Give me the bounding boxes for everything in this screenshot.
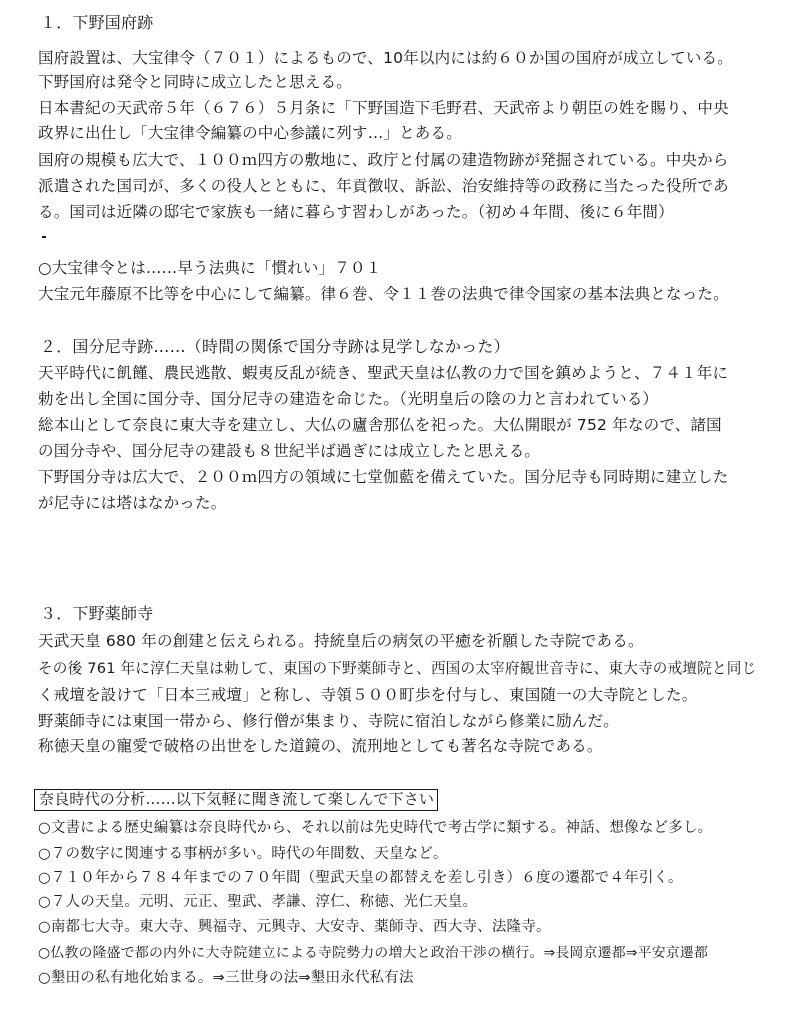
section2-heading: ２．国分尼寺跡……（時間の関係で国分寺跡は見学しなかった） xyxy=(40,337,510,356)
section2-line: 天平時代に飢饉、農民逃散、蝦夷反乱が続き、聖武天皇は仏教の力で国を鎮めようと、７４１年に xyxy=(38,364,729,382)
analysis-item: ○７の数字に関連する事柄が多い。時代の年間数、天皇など。 xyxy=(38,846,448,862)
section1-note-line: 大宝元年藤原不比等を中心にして編纂。律６巻、令１１巻の法典で律令国家の基本法典となった。 xyxy=(38,285,729,303)
section1-note-line: ○大宝律令とは……早う法典に「慣れい」７０１ xyxy=(38,259,382,277)
analysis-title-box xyxy=(34,789,438,811)
section2-line: 下野国分寺は広大で、２００ｍ四方の領域に七堂伽藍を備えていた。国分尼寺も同時期に建立した xyxy=(38,468,729,486)
section2-line: 勅を出し全国に国分寺、国分尼寺の建造を命じた。（光明皇后の陰の力と言われている） xyxy=(38,390,659,408)
analysis-item: ○仏教の隆盛で都の内外に大寺院建立による寺院勢力の増大と政治干渉の横行。⇒長岡京遷都⇒平安京遷都 xyxy=(38,945,709,961)
section1-heading: １．下野国府跡 xyxy=(40,13,154,32)
analysis-item: ○文書による歴史編纂は奈良時代から、それ以前は先史時代で考古学に類する。神話、想像など多し。 xyxy=(38,820,713,836)
section3-line: 天武天皇 680 年の創建と伝えられる。持統皇后の病気の平癒を祈願した寺院である。 xyxy=(38,632,644,650)
section2-line: 総本山として奈良に東大寺を建立し、大仏の廬舎那仏を祀った。大仏開眼が 752 年なので、諸国 xyxy=(38,416,722,434)
section3-line: その後 761 年に淳仁天皇は勅して、東国の下野薬師寺と、西国の太宰府観世音寺に、東大寺の戒壇院と同じ xyxy=(38,660,757,677)
section3-heading: ３．下野薬師寺 xyxy=(40,604,154,623)
analysis-title: 奈良時代の分析……以下気軽に聞き流して楽しんで下さい xyxy=(39,790,435,808)
analysis-item: ○南都七大寺。東大寺、興福寺、元興寺、大安寺、薬師寺、西大寺、法隆寺。 xyxy=(38,919,551,935)
section1-line: 派遣された国司が、多くの役人とともに、年貢徴収、訴訟、治安維持等の政務に当たった役所であ xyxy=(38,177,729,195)
section1-line: 政界に出仕し「大宝律令編纂の中心参議に列す…」とある。 xyxy=(38,124,462,142)
analysis-item: ○７人の天皇。元明、元正、聖武、孝謙、淳仁、称徳、光仁天皇。 xyxy=(38,894,478,910)
section1-line: 日本書紀の天武帝５年（６７６）５月条に「下野国造下毛野君、天武帝より朝臣の姓を賜り、中央 xyxy=(38,99,729,117)
analysis-item: ○墾田の私有地化始まる。⇒三世身の法⇒墾田永代私有法 xyxy=(38,970,414,986)
section1-line: 下野国府は発令と同時に成立したと思える。 xyxy=(38,73,353,91)
stray-mark xyxy=(42,236,46,238)
section3-line: 野薬師寺には東国一帯から、修行僧が集まり、寺院に宿泊しながら修業に励んだ。 xyxy=(38,712,619,730)
section1-line: 国府の規模も広大で、１００ｍ四方の敷地に、政庁と付属の建造物跡が発掘されている。中央から xyxy=(38,151,729,169)
section2-line: が尼寺には塔はなかった。 xyxy=(38,494,227,512)
section1-line: 国府設置は、大宝律令（７０１）によるもので、10年以内には約６０か国の国府が成立している。 xyxy=(38,49,733,67)
section3-line: 称徳天皇の寵愛で破格の出世をした道鏡の、流刑地としても著名な寺院である。 xyxy=(38,737,603,755)
section1-line: る。国司は近隣の邸宅で家族も一緒に暮らす習わしがあった。（初め４年間、後に６年間） xyxy=(38,203,674,221)
section2-line: の国分寺や、国分尼寺の建設も８世紀半ば過ぎには成立したと思える。 xyxy=(38,442,541,460)
section3-line: く戒壇を設けて「日本三戒壇」と称し、寺領５００町歩を付与し、東国随一の大寺院とした。 xyxy=(38,686,698,704)
analysis-item: ○７１０年から７８４年までの７０年間（聖武天皇の都替えを差し引き）６度の遷都で４年引く。 xyxy=(38,870,683,886)
